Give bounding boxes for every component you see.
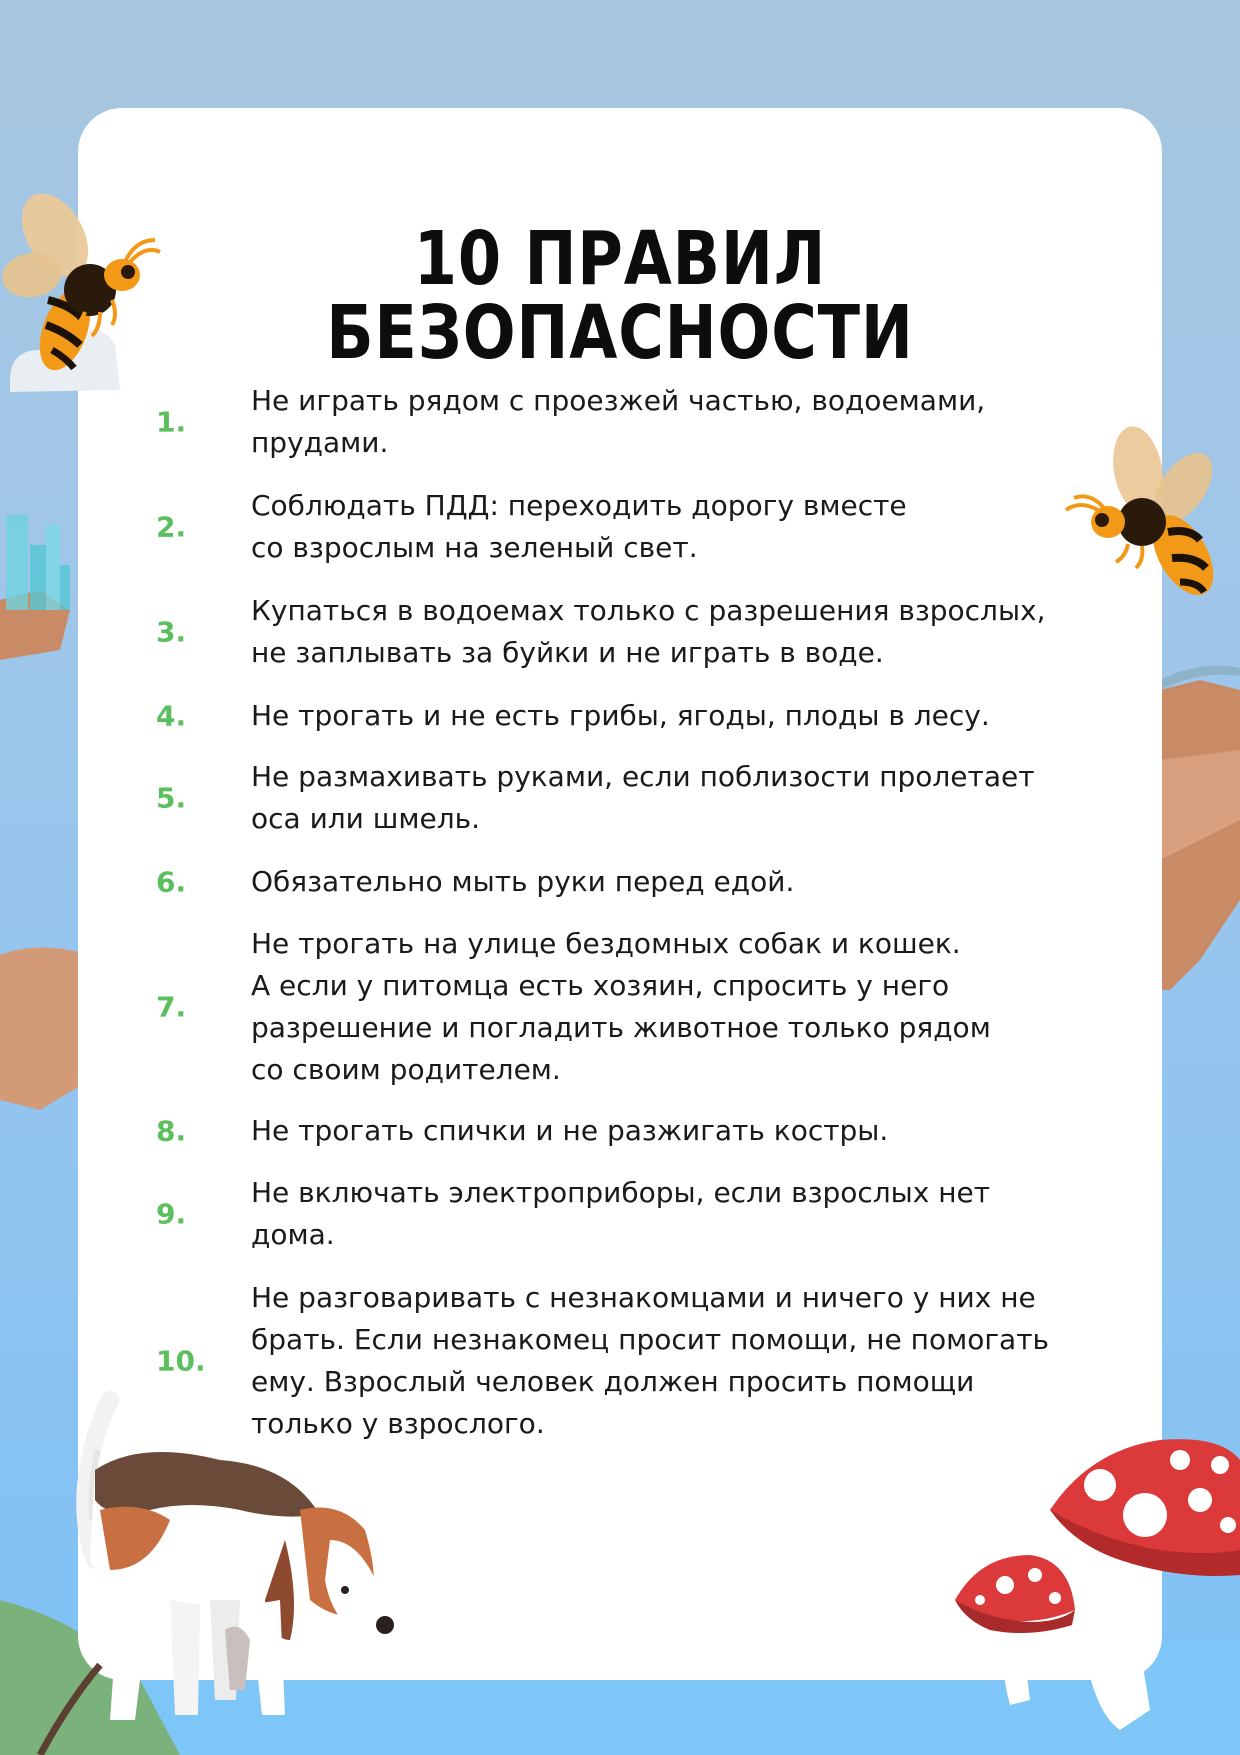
rule-number: 1. bbox=[156, 405, 187, 439]
rule-number: 7. bbox=[156, 990, 187, 1024]
rule-text: Не трогать на улице бездомных собак и кошек. А если у питомца есть хозяин, спросить у него разрешение и погладить животное только рядом со своим родителем. bbox=[251, 927, 991, 1086]
rule-number: 9. bbox=[156, 1197, 187, 1231]
rule-item bbox=[0, 380, 1240, 464]
rule-text: Обязательно мыть руки перед едой. bbox=[251, 865, 795, 898]
rule-item bbox=[0, 485, 1240, 569]
rule-item bbox=[0, 695, 1240, 737]
rule-item bbox=[0, 861, 1240, 903]
page-title: 10 ПРАВИЛ БЕЗОПАСНОСТИ bbox=[326, 216, 914, 376]
rule-text: Соблюдать ПДД: переходить дорогу вместе со взрослым на зеленый свет. bbox=[251, 489, 907, 564]
rule-number: 6. bbox=[156, 865, 187, 899]
rule-number: 10. bbox=[156, 1344, 206, 1378]
rule-text: Не играть рядом с проезжей частью, водоемами, прудами. bbox=[251, 384, 986, 459]
rule-item bbox=[0, 1277, 1240, 1445]
rule-text: Не трогать спички и не разжигать костры. bbox=[251, 1114, 889, 1147]
rule-item bbox=[0, 1172, 1240, 1256]
rule-text: Не размахивать руками, если поблизости пролетает оса или шмель. bbox=[251, 760, 1035, 835]
rule-text: Не разговаривать с незнакомцами и ничего у них не брать. Если незнакомец просит помощи, не помогать ему. Взрослый человек должен просить помощи только у взрослого. bbox=[251, 1281, 1050, 1440]
rule-item bbox=[0, 1110, 1240, 1152]
rule-item bbox=[0, 756, 1240, 840]
rule-text: Не включать электроприборы, если взрослых нет дома. bbox=[251, 1176, 991, 1251]
rule-text: Не трогать и не есть грибы, ягоды, плоды в лесу. bbox=[251, 699, 990, 732]
rule-number: 2. bbox=[156, 510, 187, 544]
rule-number: 4. bbox=[156, 699, 187, 733]
rule-item bbox=[0, 923, 1240, 1091]
rule-item bbox=[0, 590, 1240, 674]
rule-number: 5. bbox=[156, 781, 187, 815]
rule-number: 3. bbox=[156, 615, 187, 649]
rule-number: 8. bbox=[156, 1114, 187, 1148]
rule-text: Купаться в водоемах только с разрешения взрослых, не заплывать за буйки и не играть в воде. bbox=[251, 594, 1046, 669]
